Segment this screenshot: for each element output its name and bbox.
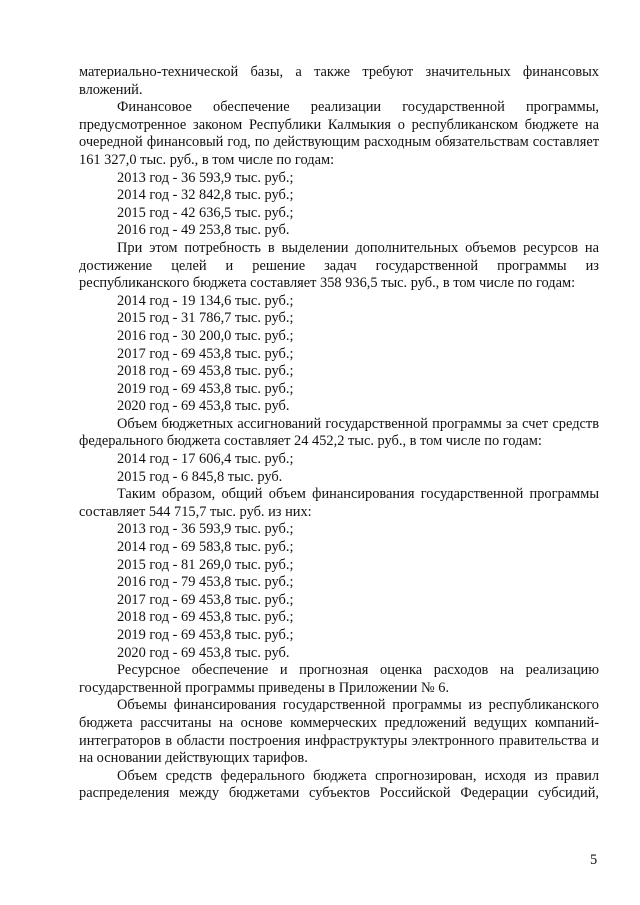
paragraph-federal-forecast: Объем средств федерального бюджета спрогнозирован, исходя из правил распределения между бюджетами субъектов Российской Федерации субсидий, — [79, 767, 599, 802]
list-current-by-year — [79, 170, 599, 240]
paragraph-resource-appendix: Ресурсное обеспечение и прогнозная оценка расходов на реализацию государственной программы приведены в Приложении № 6. — [79, 662, 599, 696]
list-item: 2014 год - 19 134,6 тыс. руб.; — [117, 292, 294, 309]
list-item: 2017 год - 69 453,8 тыс. руб.; — [117, 345, 294, 362]
list-item: 2015 год - 81 269,0 тыс. руб.; — [117, 556, 294, 573]
page-number: 5 — [590, 852, 598, 868]
paragraph-continuation: материально-технической базы, а также требуют значительных финансовых вложений. — [79, 64, 599, 98]
list-item: 2016 год - 30 200,0 тыс. руб.; — [117, 327, 294, 344]
list-item: 2015 год - 6 845,8 тыс. руб. — [117, 468, 283, 485]
list-item: 2018 год - 69 453,8 тыс. руб.; — [117, 609, 294, 626]
list-item: 2019 год - 69 453,8 тыс. руб.; — [117, 627, 294, 643]
list-total-by-year — [79, 521, 599, 662]
list-item: 2019 год - 69 453,8 тыс. руб.; — [117, 380, 294, 397]
paragraph-federal-budget: Объем бюджетных ассигнований государственной программы за счет средств федерального бюджета составляет 24 452,2 тыс. руб., в том числе по годам: — [79, 415, 599, 450]
list-item: 2015 год - 31 786,7 тыс. руб.; — [117, 310, 294, 327]
list-item: 2020 год - 69 453,8 тыс. руб. — [117, 644, 290, 661]
list-item: 2013 год - 36 593,9 тыс. руб.; — [117, 521, 294, 538]
paragraph-volumes-calculation: Объемы финансирования государственной программы из республиканского бюджета рассчитаны на основе коммерческих предложений ведущих компаний-интеграторов в области построения инфраструктуры электронного правительства и на основании действующих тарифов. — [79, 697, 599, 767]
list-item: 2016 год - 79 453,8 тыс. руб.; — [117, 574, 294, 591]
list-item: 2014 год - 69 583,8 тыс. руб.; — [117, 539, 294, 556]
list-item: 2016 год - 49 253,8 тыс. руб. — [117, 222, 290, 239]
list-item: 2013 год - 36 593,9 тыс. руб.; — [117, 169, 294, 186]
paragraph-additional-need: При этом потребность в выделении дополнительных объемов ресурсов на достижение целей и решение задач государственной программы из республиканского бюджета составляет 358 936,5 тыс. руб., в том числе по годам: — [79, 239, 599, 292]
list-item: 2015 год - 42 636,5 тыс. руб.; — [117, 204, 294, 221]
list-item: 2017 год - 69 453,8 тыс. руб.; — [117, 591, 294, 608]
list-federal-by-year — [79, 451, 599, 486]
paragraph-financing: Финансовое обеспечение реализации государственной программы, предусмотренное законом Республики Калмыкия о республиканском бюджете на очередной финансовый год, по действующим расходным обязательствам составляет 161 327,0 тыс. руб., в том числе по годам: — [79, 99, 599, 168]
list-item: 2018 год - 69 453,8 тыс. руб.; — [117, 363, 294, 380]
list-item: 2020 год - 69 453,8 тыс. руб. — [117, 398, 290, 415]
list-additional-by-year — [79, 293, 599, 416]
list-item: 2014 год - 32 842,8 тыс. руб.; — [117, 187, 294, 204]
document-page — [79, 64, 599, 803]
paragraph-total: Таким образом, общий объем финансирования государственной программы составляет 544 715,7 тыс. руб. из них: — [79, 486, 599, 520]
list-item: 2014 год - 17 606,4 тыс. руб.; — [117, 451, 294, 468]
